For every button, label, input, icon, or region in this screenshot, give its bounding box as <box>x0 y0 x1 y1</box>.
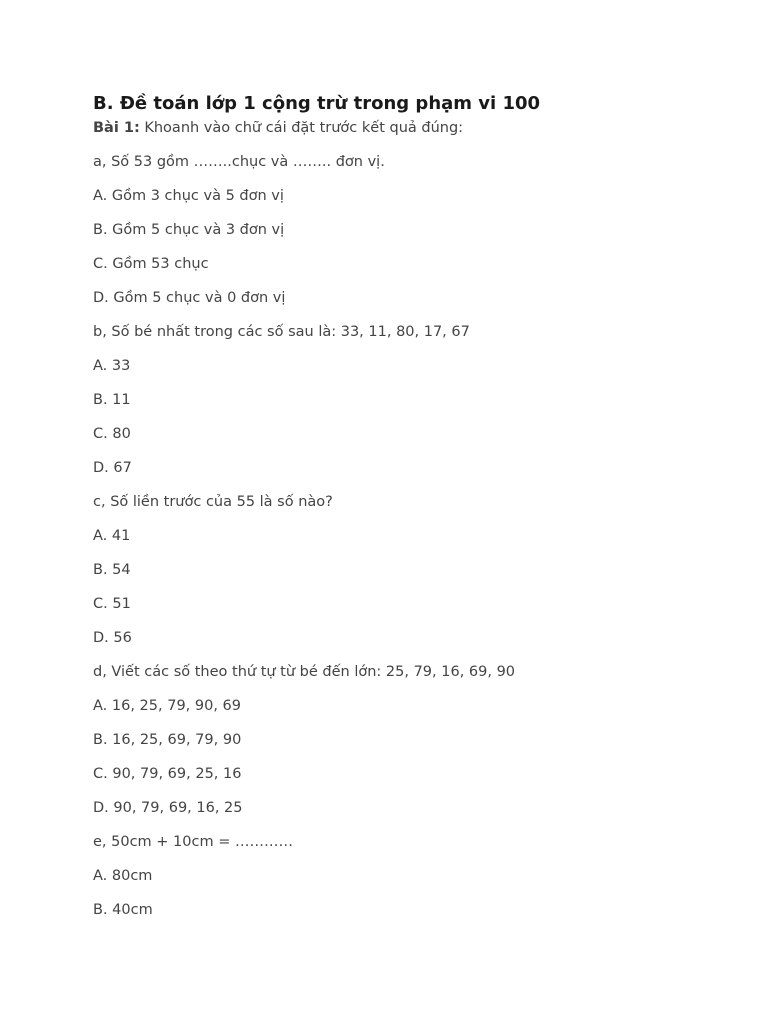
exercise-intro <box>93 119 733 137</box>
question-text: b, Số bé nhất trong các số sau là: 33, 11, 80, 17, 67 <box>93 324 470 340</box>
answer-text: B. 11 <box>93 392 131 408</box>
answer-option <box>93 681 733 715</box>
answer-text: C. Gồm 53 chục <box>93 256 209 272</box>
answer-text: A. 33 <box>93 358 131 374</box>
question-line <box>93 137 733 171</box>
answer-text: A. Gồm 3 chục và 5 đơn vị <box>93 188 284 204</box>
question-line <box>93 647 733 681</box>
answer-option <box>93 885 733 919</box>
answer-text: C. 51 <box>93 596 131 612</box>
answer-text: A. 80cm <box>93 868 153 884</box>
answer-text: A. 41 <box>93 528 131 544</box>
exercise-label: Bài 1: <box>93 120 140 136</box>
answer-text: D. Gồm 5 chục và 0 đơn vị <box>93 290 286 306</box>
answer-text: C. 90, 79, 69, 25, 16 <box>93 766 242 782</box>
answer-option <box>93 205 733 239</box>
question-text: c, Số liền trước của 55 là số nào? <box>93 494 333 510</box>
answer-text: C. 80 <box>93 426 131 442</box>
exercise-instruction: Khoanh vào chữ cái đặt trước kết quả đúng: <box>139 120 464 136</box>
question-text: a, Số 53 gồm ……..chục và …….. đơn vị. <box>93 154 385 170</box>
question-line <box>93 307 733 341</box>
answer-option <box>93 579 733 613</box>
answer-option <box>93 851 733 885</box>
question-text: d, Viết các số theo thứ tự từ bé đến lớn: 25, 79, 16, 69, 90 <box>93 664 516 680</box>
answer-option <box>93 715 733 749</box>
answer-option <box>93 409 733 443</box>
answer-text: B. 40cm <box>93 902 153 918</box>
answer-text: D. 56 <box>93 630 132 646</box>
answer-option <box>93 273 733 307</box>
answer-text: D. 90, 79, 69, 16, 25 <box>93 800 243 816</box>
answer-text: B. 54 <box>93 562 131 578</box>
answer-option <box>93 341 733 375</box>
answer-text: B. 16, 25, 69, 79, 90 <box>93 732 242 748</box>
answer-option <box>93 375 733 409</box>
answer-text: D. 67 <box>93 460 132 476</box>
answer-option <box>93 239 733 273</box>
question-list <box>93 137 733 919</box>
answer-text: A. 16, 25, 79, 90, 69 <box>93 698 242 714</box>
question-line <box>93 817 733 851</box>
answer-option <box>93 783 733 817</box>
answer-option <box>93 749 733 783</box>
document-page <box>93 92 733 919</box>
answer-option <box>93 545 733 579</box>
question-line <box>93 477 733 511</box>
answer-option <box>93 613 733 647</box>
answer-option <box>93 171 733 205</box>
document-title: B. Đề toán lớp 1 cộng trừ trong phạm vi 100 <box>93 93 541 114</box>
answer-option <box>93 443 733 477</box>
answer-option <box>93 511 733 545</box>
question-text: e, 50cm + 10cm = ………… <box>93 834 293 850</box>
answer-text: B. Gồm 5 chục và 3 đơn vị <box>93 222 285 238</box>
